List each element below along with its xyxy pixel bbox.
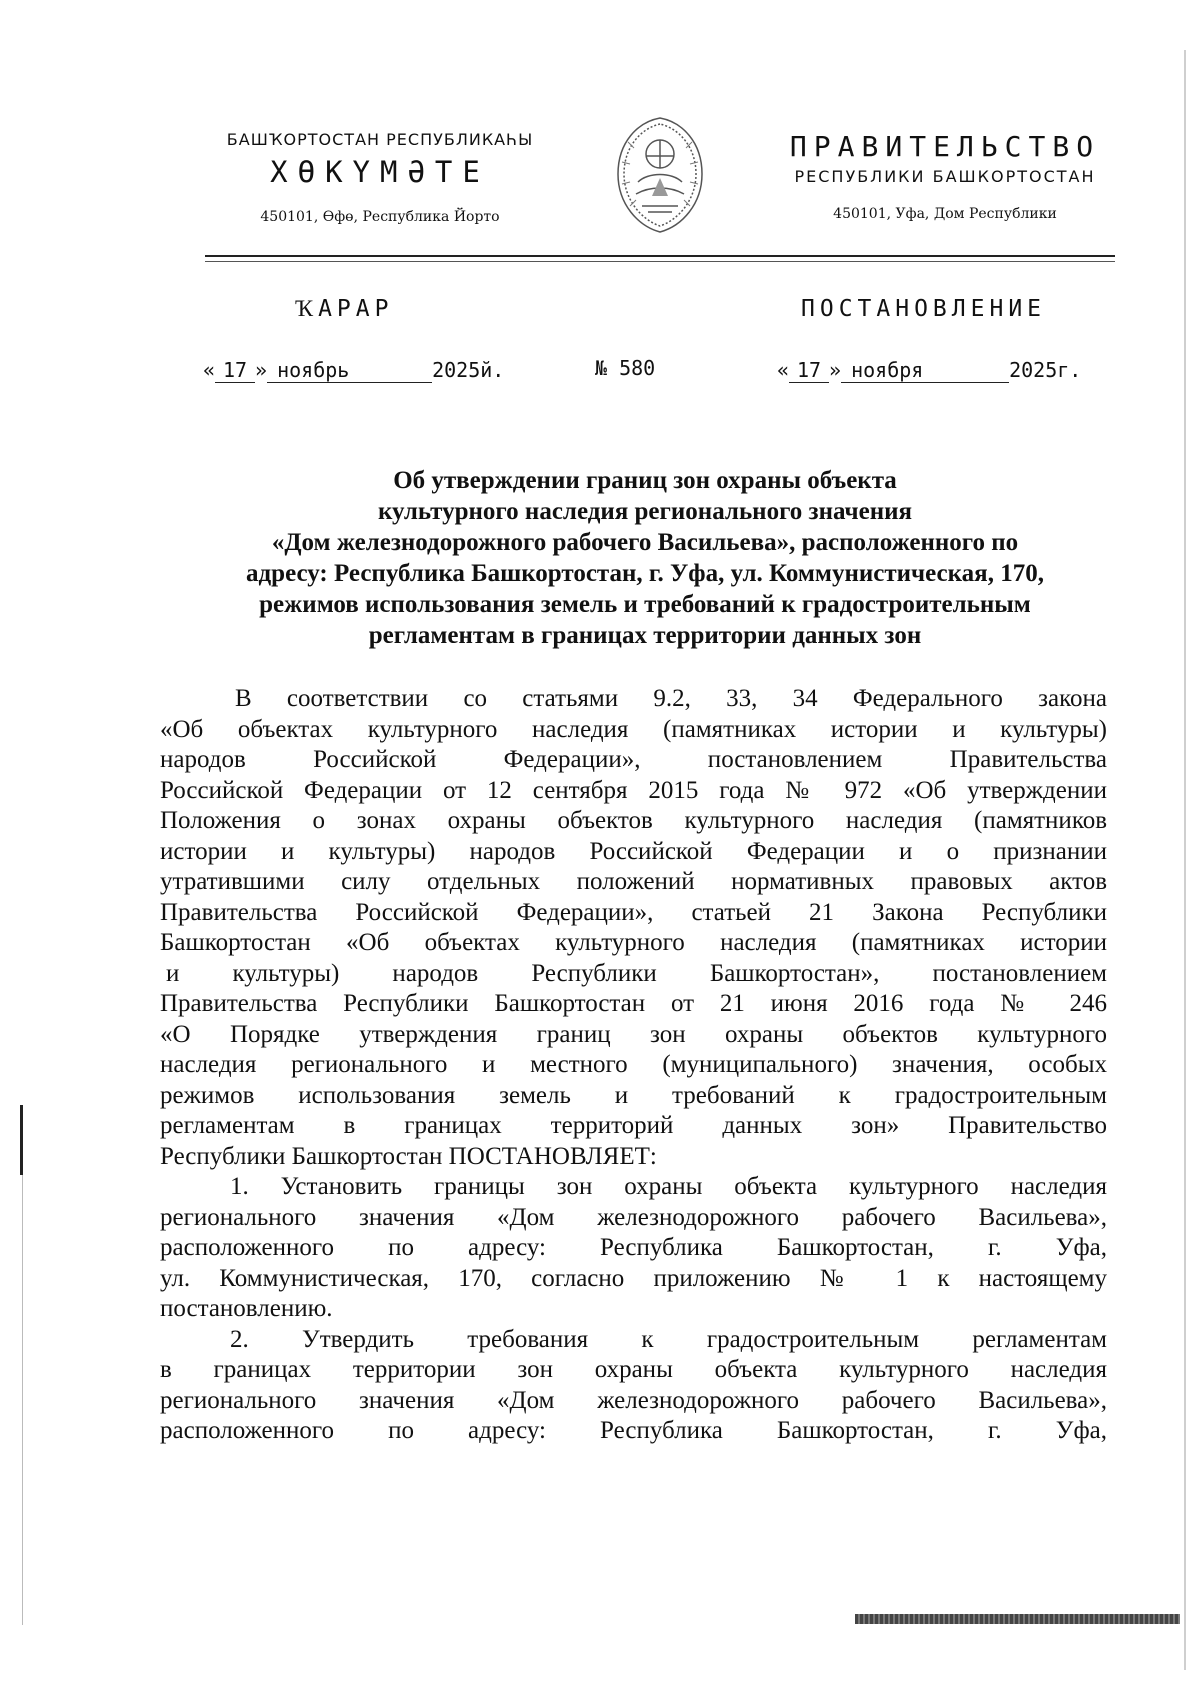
date-left-day: 17 [215, 358, 255, 383]
date-left-month: ноябрь [267, 358, 432, 383]
scan-edge-right [1184, 50, 1186, 1670]
body-line: утратившими силу отдельных положений нормативных правовых актов [160, 868, 1107, 895]
body-line: «О Порядке утверждения границ зон охраны объектов культурного [160, 1020, 1107, 1048]
date-right-close-quote: » [829, 358, 842, 382]
body-line: Российской Федерации от 12 сентября 2015 года № 972 «Об утверждении [160, 776, 1107, 804]
title-line: Об утверждении границ зон охраны объекта [393, 467, 897, 494]
body-line: регионального значения «Дом железнодорожного рабочего Васильева», [160, 1386, 1107, 1414]
body-line: «Об объектах культурного наследия (памятниках истории и культуры) [160, 715, 1107, 743]
body-line: Республики Башкортостан ПОСТАНОВЛЯЕТ: [160, 1142, 657, 1170]
body-line: и культуры) народов Республики Башкортостан», постановлением [166, 959, 1107, 987]
header-left [205, 130, 555, 225]
body-line: Башкортостан «Об объектах культурного наследия (памятниках истории [160, 929, 1107, 956]
body-line: 2. Утвердить требования к градостроительным регламентам [230, 1325, 1107, 1353]
header-divider-thin [205, 261, 1115, 262]
doc-type-left: ҠАРАР [295, 296, 394, 322]
scan-mark-left [20, 1105, 23, 1175]
date-left-year: 2025й. [432, 358, 505, 382]
header-left-republic: БАШҠОРТОСТАН РЕСПУБЛИКАҺЫ [226, 130, 534, 149]
header-right [770, 130, 1120, 222]
title-line: режимов использования земель и требований к градостроительным [259, 591, 1031, 618]
date-right [777, 358, 1081, 383]
title-line: регламентам в границах территории данных зон [368, 622, 922, 649]
body-line: режимов использования земель и требований к градостроительным [160, 1081, 1107, 1109]
body-line: Положения о зонах охраны объектов культурного наследия (памятников [160, 807, 1107, 834]
date-right-year: 2025г. [1009, 358, 1082, 382]
header-left-address: 450101, Өфө, Республика Йорто [260, 209, 500, 225]
body-line: В соответствии со статьями 9.2, 33, 34 Федерального закона [235, 685, 1107, 712]
title-line: культурного наследия регионального значения [377, 498, 913, 525]
header-right-address: 450101, Уфа, Дом Республики [833, 206, 1057, 222]
header-right-government: ПРАВИТЕЛЬСТВО [789, 130, 1101, 163]
date-right-day: 17 [789, 358, 829, 383]
date-left-open-quote: « [203, 358, 216, 382]
body-line: регионального значения «Дом железнодорожного рабочего Васильева», [160, 1203, 1107, 1231]
document-title [160, 465, 1130, 651]
scan-bottom-bar [855, 1614, 1180, 1624]
date-right-open-quote: « [777, 358, 790, 382]
scan-edge-left [22, 1175, 23, 1625]
body-line: Правительства Республики Башкортостан от 21 июня 2016 года № 246 [160, 990, 1107, 1017]
coat-of-arms-icon [608, 112, 712, 238]
body-line: в границах территории зон охраны объекта культурного наследия [160, 1356, 1107, 1383]
body-line: народов Российской Федерации», постановлением Правительства [160, 746, 1107, 773]
body-line: регламентам в границах территорий данных зон» Правительство [160, 1112, 1107, 1139]
body-line: 1. Установить границы зон охраны объекта культурного наследия [230, 1173, 1107, 1200]
title-line: «Дом железнодорожного рабочего Васильева», расположенного по [271, 529, 1019, 556]
body-line: ул. Коммунистическая, 170, согласно приложению № 1 к настоящему [160, 1264, 1107, 1292]
date-right-month: ноября [841, 358, 1009, 383]
body-line: расположенного по адресу: Республика Башкортостан, г. Уфа, [160, 1234, 1107, 1261]
document-number: № 580 [595, 356, 656, 380]
body-line: истории и культуры) народов Российской Федерации и о признании [160, 837, 1107, 865]
title-line: адресу: Республика Башкортостан, г. Уфа, ул. Коммунистическая, 170, [246, 560, 1044, 587]
body-line: наследия регионального и местного (муниципального) значения, особых [160, 1051, 1107, 1078]
header-right-republic: РЕСПУБЛИКИ БАШКОРТОСТАН [794, 167, 1096, 186]
date-left-close-quote: » [255, 358, 268, 382]
body-line: расположенного по адресу: Республика Башкортостан, г. Уфа, [160, 1417, 1107, 1444]
header-left-government: ХӨКҮМӘТЕ [270, 155, 490, 189]
body-line: постановлению. [160, 1295, 333, 1322]
doc-type-right: ПОСТАНОВЛЕНИЕ [801, 296, 1047, 322]
document-body [160, 684, 1107, 1447]
date-left [203, 358, 504, 383]
body-line: Правительства Российской Федерации», статьей 21 Закона Республики [160, 898, 1107, 926]
header-divider [205, 255, 1115, 257]
